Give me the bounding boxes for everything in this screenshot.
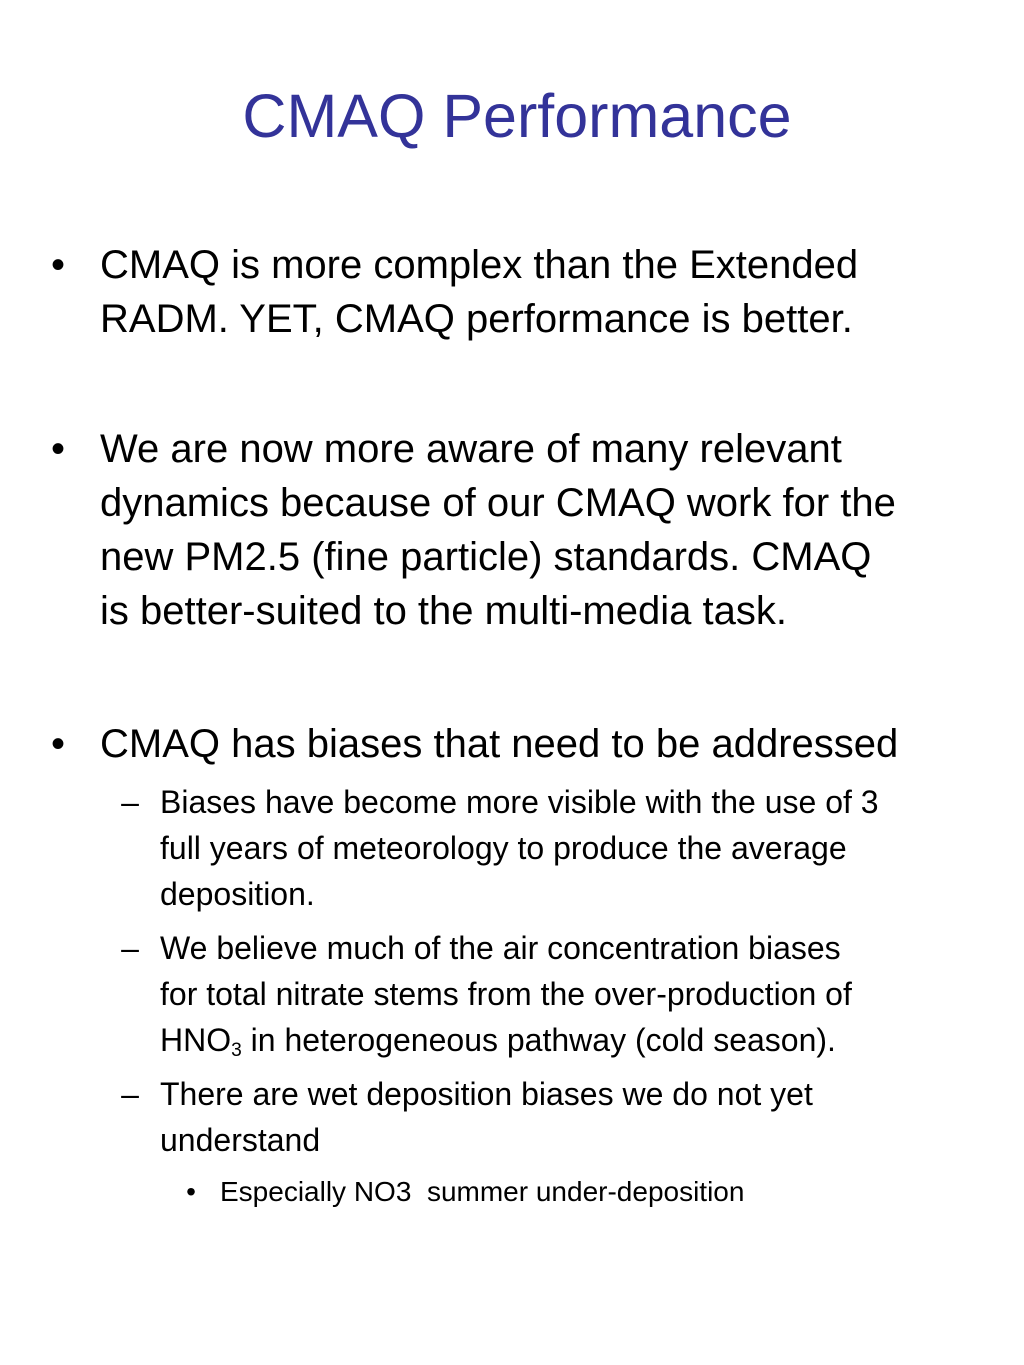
sub-bullet-marker: – [121,784,139,820]
bullet-line: We are now more aware of many relevant [100,427,842,471]
bullet-text [100,717,1010,771]
sub-bullet-text [160,779,1010,917]
sub-sub-bullet-text: Especially NO3 summer under-deposition [220,1176,745,1207]
sub-bullet-line [160,1017,1010,1063]
bullet-text [100,238,1010,346]
sub-bullet-line: deposition. [160,876,315,912]
sub-bullet-line: We believe much of the air concentration biases [160,930,841,966]
chemical-formula: HNO [160,1022,232,1058]
sub-bullet-text [160,925,1010,1063]
bullet-marker: • [50,722,65,766]
sub-sub-bullet-marker: • [186,1176,196,1207]
bullet-line: CMAQ has biases that need to be addressed [100,722,899,766]
sub-bullet-line: Biases have become more visible with the use of 3 [160,784,879,820]
bullet-marker: • [50,427,65,471]
bullet-line: CMAQ is more complex than the Extended [100,243,859,287]
bullet-line: is better-suited to the multi-media task. [100,589,787,633]
sub-bullet-line: understand [160,1122,321,1158]
sub-bullet-marker: – [121,930,139,966]
bullet-marker: • [50,243,65,287]
sub-bullet-line: full years of meteorology to produce the average [160,830,847,866]
sub-bullet-line: for total nitrate stems from the over-production of [160,976,852,1012]
slide-title: CMAQ Performance [242,82,792,150]
bullet-text [100,422,1010,638]
sub-bullet-line-rest: in heterogeneous pathway (cold season). [241,1022,836,1058]
sub-bullet-marker: – [121,1076,139,1112]
sub-bullet-line: There are wet deposition biases we do not yet [160,1076,813,1112]
bullet-line: dynamics because of our CMAQ work for the [100,481,896,525]
bullet-line: RADM. YET, CMAQ performance is better. [100,297,853,341]
formula-subscript: 3 [231,1039,242,1061]
sub-bullet-text [160,1071,1010,1163]
bullet-line: new PM2.5 (fine particle) standards. CMAQ [100,535,872,579]
